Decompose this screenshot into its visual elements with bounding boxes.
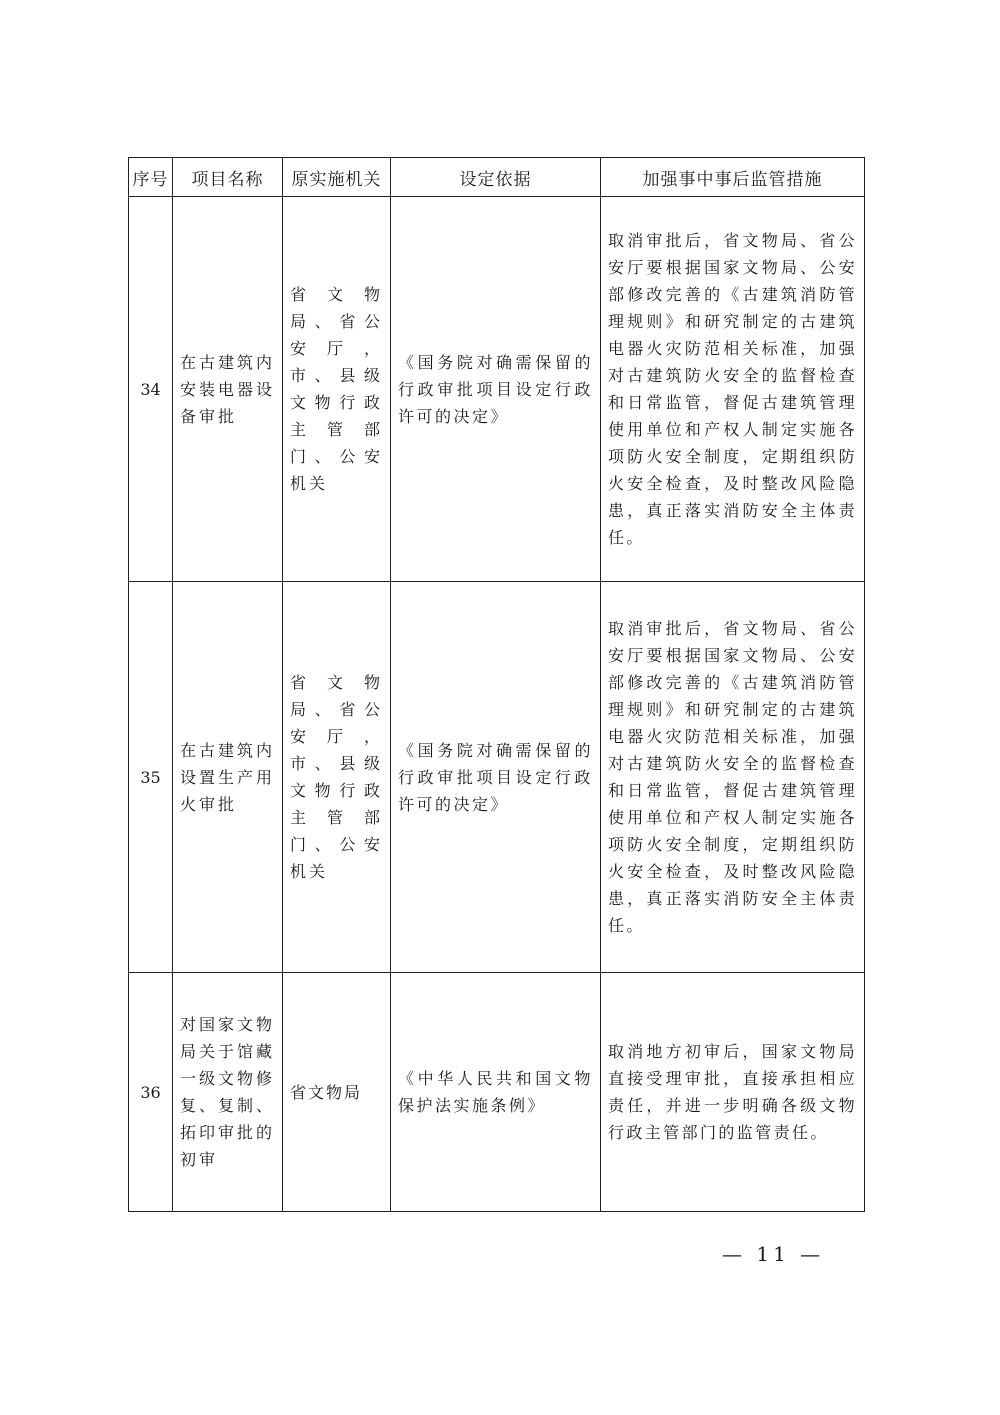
row-serial-number: 36 (129, 973, 173, 1212)
page-number: — 11 — (722, 1242, 825, 1266)
header-item-name: 项目名称 (173, 158, 283, 197)
row-item-name: 在古建筑内设置生产用火审批 (173, 582, 283, 973)
table-row (129, 973, 865, 1212)
row-supervision-measures: 取消审批后，省文物局、省公安厅要根据国家文物局、公安部修改完善的《古建筑消防管理规则》和研究制定的古建筑电器火灾防范相关标准，加强对古建筑防火安全的监督检查和日常监管，督促古建筑管理使用单位和产权人制定实施各项防火安全制度，定期组织防火安全检查，及时整改风险隐患，真正落实消防安全主体责任。 (601, 582, 865, 973)
row-original-authority: 省文物局 (283, 973, 391, 1212)
approval-items-table (128, 157, 865, 1212)
row-item-name: 对国家文物局关于馆藏一级文物修复、复制、拓印审批的初审 (173, 973, 283, 1212)
row-serial-number: 35 (129, 582, 173, 973)
row-supervision-measures: 取消地方初审后，国家文物局直接受理审批，直接承担相应责任，并进一步明确各级文物行政主管部门的监管责任。 (601, 973, 865, 1212)
table-header-row (129, 158, 865, 197)
header-original-authority: 原实施机关 (283, 158, 391, 197)
row-legal-basis: 《国务院对确需保留的行政审批项目设定行政许可的决定》 (391, 582, 601, 973)
row-original-authority: 省文物局、省公安厅，市、县级文物行政主管部门、公安机关 (283, 197, 391, 582)
row-supervision-measures: 取消审批后，省文物局、省公安厅要根据国家文物局、公安部修改完善的《古建筑消防管理规则》和研究制定的古建筑电器火灾防范相关标准，加强对古建筑防火安全的监督检查和日常监管，督促古建筑管理使用单位和产权人制定实施各项防火安全制度，定期组织防火安全检查，及时整改风险隐患，真正落实消防安全主体责任。 (601, 197, 865, 582)
header-supervision-measures: 加强事中事后监管措施 (601, 158, 865, 197)
header-legal-basis: 设定依据 (391, 158, 601, 197)
row-legal-basis: 《国务院对确需保留的行政审批项目设定行政许可的决定》 (391, 197, 601, 582)
row-serial-number: 34 (129, 197, 173, 582)
table-row (129, 582, 865, 973)
row-item-name: 在古建筑内安装电器设备审批 (173, 197, 283, 582)
table-row (129, 197, 865, 582)
header-serial-number: 序号 (129, 158, 173, 197)
row-original-authority: 省文物局、省公安厅，市、县级文物行政主管部门、公安机关 (283, 582, 391, 973)
row-legal-basis: 《中华人民共和国文物保护法实施条例》 (391, 973, 601, 1212)
